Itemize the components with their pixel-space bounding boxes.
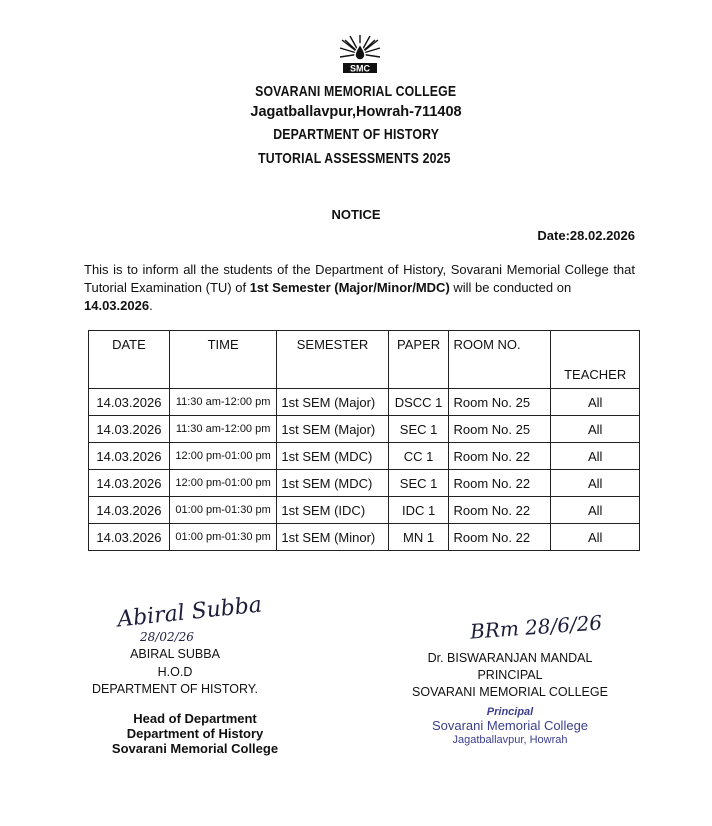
cell-room: Room No. 22 — [449, 497, 551, 524]
cell-time: 12:00 pm-01:00 pm — [169, 470, 277, 497]
cell-date: 14.03.2026 — [89, 416, 170, 443]
col-header-room: ROOM NO. — [449, 331, 551, 389]
col-header-paper: PAPER — [388, 331, 449, 389]
table-row — [89, 389, 640, 416]
cell-paper: CC 1 — [388, 443, 449, 470]
notice-date: Date:28.02.2026 — [537, 228, 635, 243]
cell-teacher: All — [551, 470, 640, 497]
cell-date: 14.03.2026 — [89, 389, 170, 416]
cell-room: Room No. 25 — [449, 416, 551, 443]
semester-highlight: 1st Semester (Major/Minor/MDC) — [249, 280, 450, 295]
cell-teacher: All — [551, 497, 640, 524]
notice-body-text: This is to inform all the students of the Department of History, Sovarani Memorial College that Tutorial Examination (TU) of — [84, 262, 635, 295]
col-header-time: TIME — [169, 331, 277, 389]
hod-stamp — [70, 711, 320, 756]
cell-teacher: All — [551, 443, 640, 470]
cell-semester: 1st SEM (Major) — [277, 416, 388, 443]
hod-signature-date: 28/02/26 — [140, 630, 194, 644]
principal-handwritten-signature: BRm 28/6/26 — [469, 610, 603, 644]
cell-paper: SEC 1 — [388, 416, 449, 443]
cell-teacher: All — [551, 416, 640, 443]
principal-title: PRINCIPAL — [477, 668, 543, 682]
cell-paper: SEC 1 — [388, 470, 449, 497]
col-header-date: DATE — [89, 331, 170, 389]
college-address: Jagatballavpur,Howrah-711408 — [250, 104, 462, 120]
cell-time: 01:00 pm-01:30 pm — [169, 497, 277, 524]
assessment-title: TUTORIAL ASSESSMENTS 2025 — [257, 150, 451, 167]
table-row — [89, 524, 640, 551]
hod-name: ABIRAL SUBBA — [130, 647, 220, 661]
cell-semester: 1st SEM (MDC) — [277, 470, 388, 497]
hod-title: H.O.D — [157, 665, 193, 679]
hod-department: DEPARTMENT OF HISTORY. — [91, 682, 258, 696]
cell-date: 14.03.2026 — [89, 443, 170, 470]
cell-teacher: All — [551, 524, 640, 551]
cell-semester: 1st SEM (Minor) — [277, 524, 388, 551]
cell-semester: 1st SEM (MDC) — [277, 443, 388, 470]
cell-room: Room No. 22 — [449, 524, 551, 551]
stamp-line: Sovarani Memorial College — [111, 741, 279, 756]
table-row — [89, 443, 640, 470]
principal-college: SOVARANI MEMORIAL COLLEGE — [412, 685, 608, 699]
notice-title: NOTICE — [331, 207, 381, 222]
stamp-line: Department of History — [126, 726, 264, 741]
cell-time: 11:30 am-12:00 pm — [169, 389, 277, 416]
hod-handwritten-signature: Abiral Subba — [116, 592, 264, 633]
cell-time: 12:00 pm-01:00 pm — [169, 443, 277, 470]
cell-semester: 1st SEM (Major) — [277, 389, 388, 416]
cell-time: 11:30 am-12:00 pm — [169, 416, 277, 443]
col-header-teacher: TEACHER — [551, 331, 640, 389]
cell-paper: IDC 1 — [388, 497, 449, 524]
college-logo-icon — [339, 34, 381, 74]
principal-name: Dr. BISWARANJAN MANDAL — [427, 651, 593, 665]
stamp-title: Principal — [486, 706, 534, 718]
col-header-semester: SEMESTER — [277, 331, 388, 389]
table-header-row — [89, 331, 640, 389]
stamp-line: Head of Department — [133, 711, 257, 726]
cell-time: 01:00 pm-01:30 pm — [169, 524, 277, 551]
notice-body-text: will be conducted on — [449, 280, 572, 295]
cell-room: Room No. 22 — [449, 470, 551, 497]
cell-date: 14.03.2026 — [89, 524, 170, 551]
notice-body — [84, 261, 635, 315]
cell-date: 14.03.2026 — [89, 470, 170, 497]
principal-stamp — [400, 705, 620, 747]
table-row — [89, 497, 640, 524]
college-name: SOVARANI MEMORIAL COLLEGE — [255, 83, 457, 100]
svg-text:SMC: SMC — [350, 63, 370, 74]
cell-paper: DSCC 1 — [388, 389, 449, 416]
department-title: DEPARTMENT OF HISTORY — [273, 126, 439, 143]
cell-teacher: All — [551, 389, 640, 416]
cell-paper: MN 1 — [388, 524, 449, 551]
table-row — [89, 470, 640, 497]
stamp-line: Jagatballavpur, Howrah — [452, 734, 568, 746]
exam-schedule-table — [88, 330, 640, 551]
period: . — [149, 298, 153, 313]
stamp-line: Sovarani Memorial College — [431, 718, 589, 733]
exam-date-highlight: 14.03.2026 — [84, 298, 150, 313]
cell-semester: 1st SEM (IDC) — [277, 497, 388, 524]
cell-room: Room No. 22 — [449, 443, 551, 470]
table-row — [89, 416, 640, 443]
cell-room: Room No. 25 — [449, 389, 551, 416]
cell-date: 14.03.2026 — [89, 497, 170, 524]
